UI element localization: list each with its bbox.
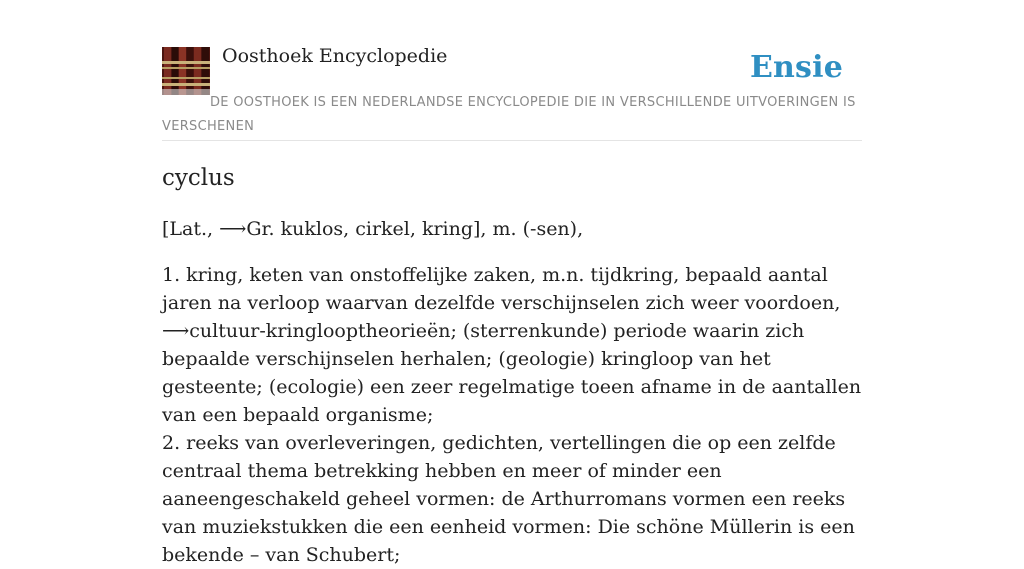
definition-2: 2. reeks van overleveringen, gedichten, vertellingen die op een zelfde centraal thema betrekking hebben en meer of minder een aaneengeschakeld geheel vormen: de Arthurromans vormen een reeks van muziekstukken die een eenheid vormen: Die schöne Müllerin is een bekende – van Schubert;: [162, 432, 855, 566]
entry-definitions: [162, 261, 862, 569]
definition-1-pre: 1. kring, keten van onstoffelijke zaken, m.n. tijdkring, bepaald aantal jaren na verloop waarvan dezelfde verschijnselen zich weer voordoen,: [162, 264, 841, 314]
etymology-pre: [Lat.,: [162, 218, 220, 240]
definition-1-post: ; (sterrenkunde) periode waarin zich bepaalde verschijnselen herhalen; (geologie) kringloop van het gesteente; (ecologie) een zeer regelmatige toeen afname in de aantallen van een bepaald organisme;: [162, 320, 862, 426]
etymology-post: Gr. kuklos, cirkel, kring], m. (-sen),: [246, 218, 584, 240]
site-header: [162, 0, 862, 141]
content-column: [162, 0, 862, 569]
cross-reference-link[interactable]: ⟶cultuur-kringlooptheorieën: [162, 320, 451, 342]
site-tagline: DE OOSTHOEK IS EEN NEDERLANDSE ENCYCLOPEDIE DIE IN VERSCHILLENDE UITVOERINGEN IS VERSCHENEN: [162, 95, 856, 134]
entry-etymology: [162, 215, 862, 243]
site-title-link[interactable]: Oosthoek Encyclopedie: [222, 45, 448, 67]
entry-title: cyclus: [162, 165, 235, 191]
brand-logo-link[interactable]: Ensie: [749, 50, 843, 85]
etymology-arrow-link[interactable]: ⟶: [219, 218, 247, 240]
book-spines-icon[interactable]: [162, 47, 210, 95]
